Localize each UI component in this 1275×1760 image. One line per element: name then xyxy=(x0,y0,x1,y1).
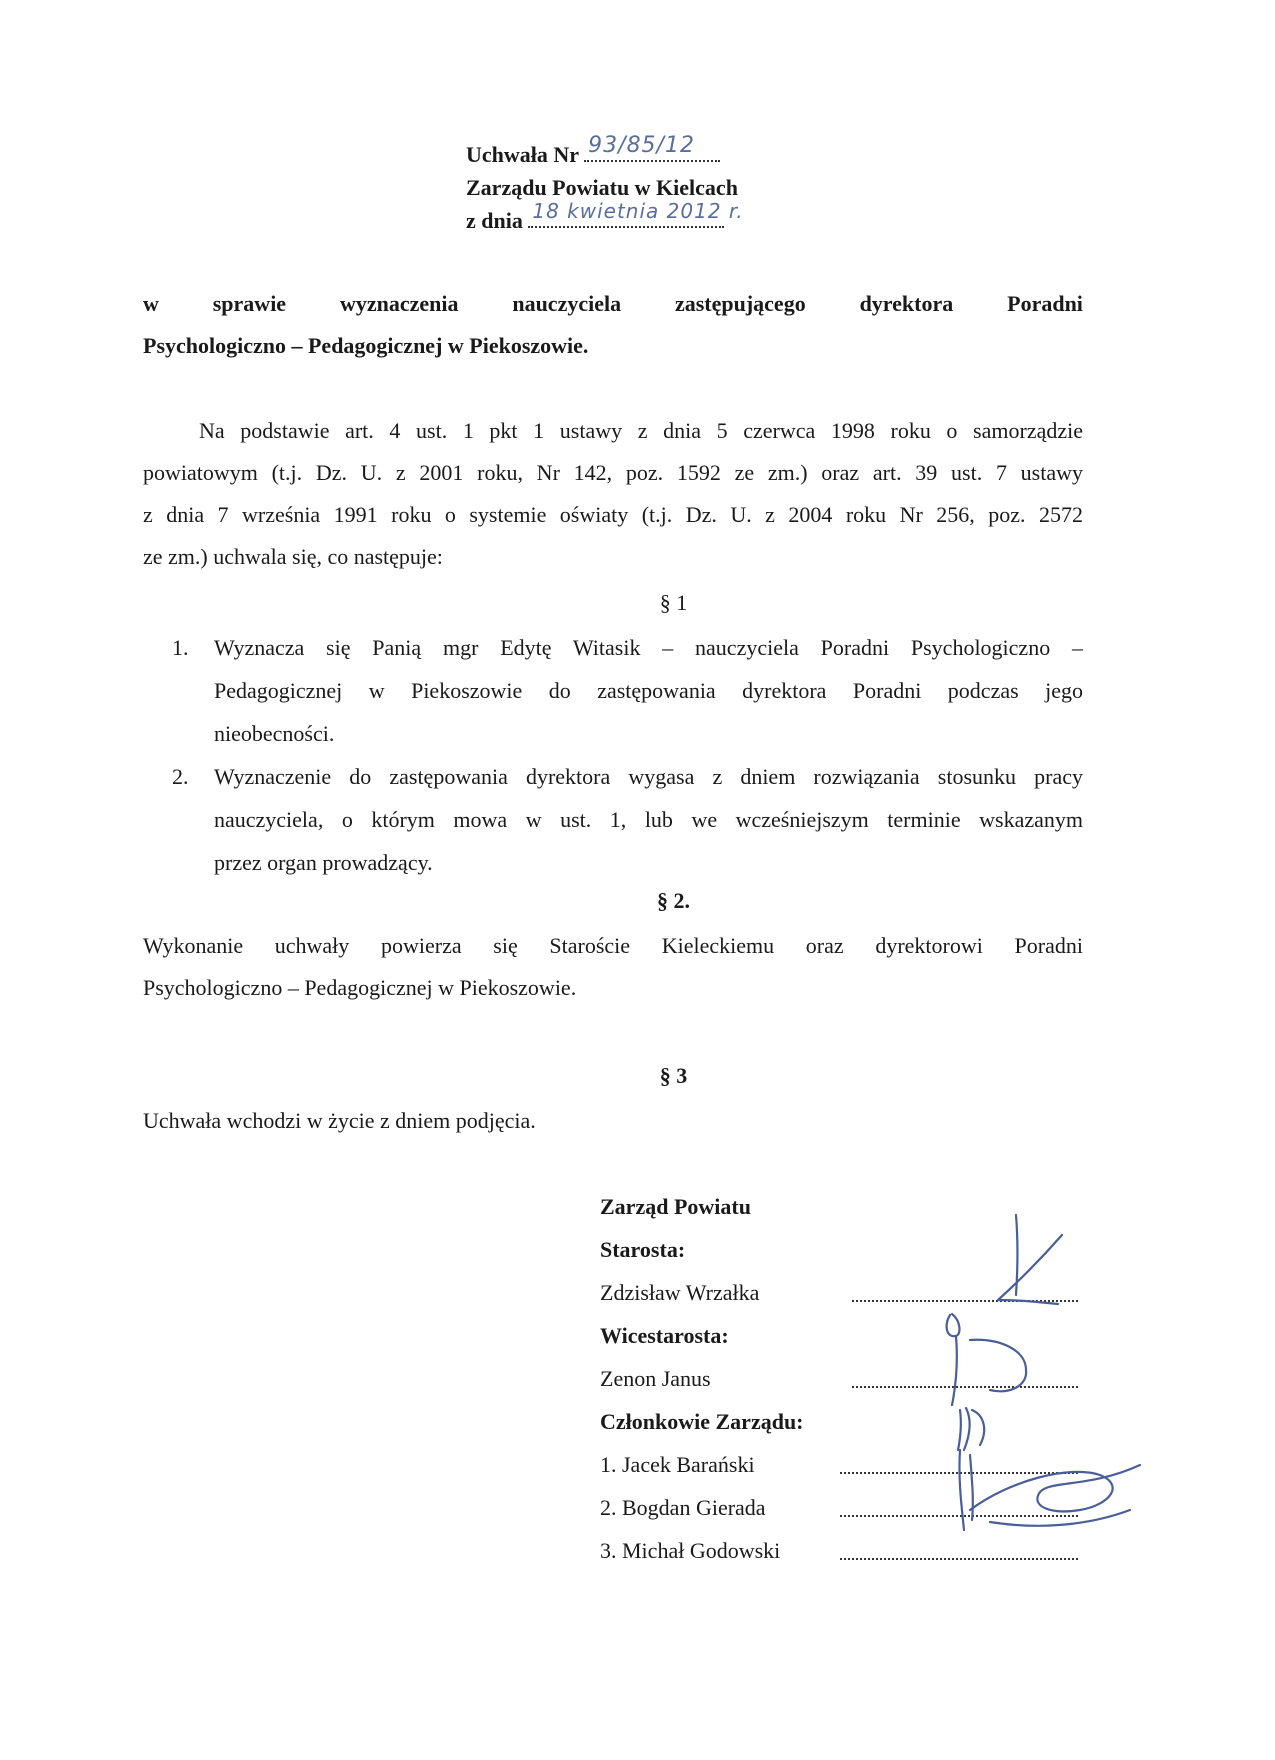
subject-line-1 xyxy=(143,283,1083,325)
basis-line-1 xyxy=(143,410,1083,452)
vice-name: Zenon Janus xyxy=(600,1366,711,1391)
member-name: 3. Michał Godowski xyxy=(600,1538,781,1563)
date-handwritten: 18 kwietnia 2012 r. xyxy=(532,199,744,223)
subject-word: Poradni xyxy=(1007,291,1083,316)
resolution-number-field xyxy=(584,133,720,162)
member-row xyxy=(600,1486,804,1529)
resolution-label: Uchwała Nr xyxy=(466,142,579,167)
members-label: Członkowie Zarządu: xyxy=(600,1409,804,1434)
subject-word: nauczyciela xyxy=(512,291,622,316)
item-line: Wyznaczenie do zastępowania dyrektora wygasa z dniem rozwiązania stosunku pracy xyxy=(214,764,1083,789)
basis-line-3 xyxy=(143,494,1083,536)
date-label: z dnia xyxy=(466,208,523,233)
section-2-text xyxy=(143,925,1083,1009)
section-1-item-2 xyxy=(172,755,1083,884)
item-line: nauczyciela, o którym mowa w ust. 1, lub we wcześniejszym terminie wskazanym xyxy=(214,807,1083,832)
board-title: Zarząd Powiatu xyxy=(600,1194,751,1219)
section-2-line: Wykonanie uchwały powierza się Staroście Kieleckiemu oraz dyrektorowi Poradni xyxy=(143,933,1083,958)
item-line: Pedagogicznej w Piekoszowie do zastępowania dyrektora Poradni podczas jego xyxy=(214,678,1083,703)
item-text xyxy=(214,755,1083,884)
basis-text: z dnia 7 września 1991 roku o systemie oświaty (t.j. Dz. U. z 2004 roku Nr 256, poz. 2572 xyxy=(143,502,1083,527)
section-3-heading: § 3 xyxy=(659,1063,688,1088)
vice-row xyxy=(600,1357,804,1400)
board-name: Zarządu Powiatu w Kielcach xyxy=(466,175,738,200)
starosta-row xyxy=(600,1271,804,1314)
signature-block xyxy=(600,1185,804,1572)
member-name: 1. Jacek Barański xyxy=(600,1452,755,1477)
section-1-heading: § 1 xyxy=(659,590,688,615)
vice-label: Wicestarosta: xyxy=(600,1323,729,1348)
section-1-item-1 xyxy=(172,626,1083,755)
resolution-subject xyxy=(143,283,1083,367)
item-text xyxy=(214,626,1083,755)
item-line: nieobecności. xyxy=(214,721,335,746)
starosta-name: Zdzisław Wrzałka xyxy=(600,1280,760,1305)
section-2-line: Psychologiczno – Pedagogicznej w Piekoszowie. xyxy=(143,975,577,1000)
item-number: 2. xyxy=(172,764,189,789)
section-2-heading: § 2. xyxy=(657,888,690,913)
subject-word: wyznaczenia xyxy=(339,291,459,316)
signature-line xyxy=(840,1558,1078,1560)
resolution-number-line xyxy=(466,133,738,171)
date-line xyxy=(466,199,744,237)
item-number: 1. xyxy=(172,635,189,660)
resolution-number-handwritten: 93/85/12 xyxy=(588,133,695,158)
subject-word: zastępującego xyxy=(674,291,806,316)
date-field xyxy=(528,199,744,228)
resolution-header xyxy=(466,133,744,237)
starosta-label: Starosta: xyxy=(600,1237,686,1262)
basis-line-4: ze zm.) uchwala się, co następuje: xyxy=(143,544,443,569)
basis-text: Na podstawie art. 4 ust. 1 pkt 1 ustawy z dnia 5 czerwca 1998 roku o samorządzie xyxy=(199,418,1083,443)
subject-line-2: Psychologiczno – Pedagogicznej w Piekoszowie. xyxy=(143,333,589,358)
item-line: przez organ prowadzący. xyxy=(214,850,433,875)
member-row xyxy=(600,1443,804,1486)
legal-basis-paragraph xyxy=(143,410,1083,578)
member-name: 2. Bogdan Gierada xyxy=(600,1495,766,1520)
subject-word: sprawie xyxy=(212,291,287,316)
basis-line-2 xyxy=(143,452,1083,494)
handwritten-signatures xyxy=(900,1210,1160,1540)
basis-text: powiatowym (t.j. Dz. U. z 2001 roku, Nr 142, poz. 1592 ze zm.) oraz art. 39 ust. 7 ustawy xyxy=(143,460,1083,485)
subject-word: dyrektora xyxy=(859,291,954,316)
subject-word: w xyxy=(143,291,159,316)
section-3-text: Uchwała wchodzi w życie z dniem podjęcia. xyxy=(143,1108,536,1133)
member-row xyxy=(600,1529,804,1572)
item-line: Wyznacza się Panią mgr Edytę Witasik – nauczyciela Poradni Psychologiczno – xyxy=(214,635,1083,660)
